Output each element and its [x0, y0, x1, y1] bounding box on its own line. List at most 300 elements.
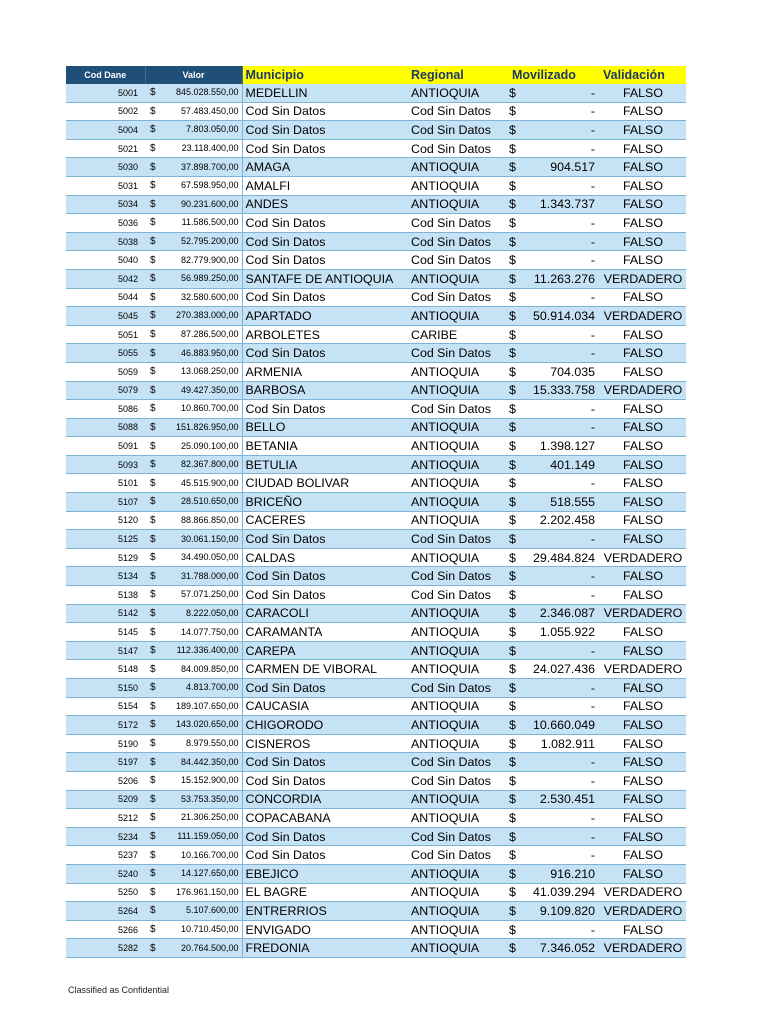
cell-regional[interactable]: Cod Sin Datos	[408, 232, 509, 251]
cell-cod-dane[interactable]: 5237	[66, 846, 145, 865]
cell-municipio[interactable]: FREDONIA	[242, 939, 408, 958]
cell-valor[interactable]	[145, 716, 242, 735]
cell-movilizado[interactable]	[509, 511, 600, 530]
cell-movilizado[interactable]	[509, 437, 600, 456]
cell-movilizado[interactable]	[509, 939, 600, 958]
cell-valor[interactable]	[145, 679, 242, 698]
cell-valor[interactable]	[145, 641, 242, 660]
cell-movilizado[interactable]	[509, 902, 600, 921]
cell-regional[interactable]: ANTIOQUIA	[408, 362, 509, 381]
cell-municipio[interactable]: COPACABANA	[242, 809, 408, 828]
cell-valor[interactable]	[145, 381, 242, 400]
cell-municipio[interactable]: CIUDAD BOLIVAR	[242, 474, 408, 493]
cell-regional[interactable]: ANTIOQUIA	[408, 158, 509, 177]
cell-validacion[interactable]: FALSO	[600, 809, 686, 828]
cell-regional[interactable]: CARIBE	[408, 325, 509, 344]
cell-regional[interactable]: ANTIOQUIA	[408, 493, 509, 512]
cell-validacion[interactable]: FALSO	[600, 344, 686, 363]
cell-municipio[interactable]: Cod Sin Datos	[242, 102, 408, 121]
cell-validacion[interactable]: VERDADERO	[600, 269, 686, 288]
cell-validacion[interactable]: FALSO	[600, 567, 686, 586]
cell-movilizado[interactable]	[509, 214, 600, 233]
cell-regional[interactable]: ANTIOQUIA	[408, 84, 509, 102]
cell-regional[interactable]: Cod Sin Datos	[408, 214, 509, 233]
cell-municipio[interactable]: Cod Sin Datos	[242, 400, 408, 419]
cell-valor[interactable]	[145, 195, 242, 214]
cell-movilizado[interactable]	[509, 362, 600, 381]
cell-validacion[interactable]: FALSO	[600, 437, 686, 456]
cell-cod-dane[interactable]: 5240	[66, 864, 145, 883]
cell-movilizado[interactable]	[509, 734, 600, 753]
cell-municipio[interactable]: Cod Sin Datos	[242, 586, 408, 605]
cell-cod-dane[interactable]: 5282	[66, 939, 145, 958]
cell-movilizado[interactable]	[509, 455, 600, 474]
cell-valor[interactable]	[145, 697, 242, 716]
cell-municipio[interactable]: AMAGA	[242, 158, 408, 177]
cell-regional[interactable]: Cod Sin Datos	[408, 400, 509, 419]
cell-validacion[interactable]: FALSO	[600, 846, 686, 865]
cell-validacion[interactable]: FALSO	[600, 121, 686, 140]
cell-cod-dane[interactable]: 5001	[66, 84, 145, 102]
cell-validacion[interactable]: FALSO	[600, 455, 686, 474]
cell-validacion[interactable]: FALSO	[600, 418, 686, 437]
currency-symbol: $	[509, 532, 516, 547]
cell-movilizado[interactable]	[509, 883, 600, 902]
cell-municipio[interactable]: BETULIA	[242, 455, 408, 474]
currency-symbol: $	[150, 514, 156, 526]
cell-regional[interactable]: ANTIOQUIA	[408, 641, 509, 660]
cell-municipio[interactable]: Cod Sin Datos	[242, 679, 408, 698]
cell-valor[interactable]	[145, 121, 242, 140]
cell-validacion[interactable]: VERDADERO	[600, 939, 686, 958]
cell-municipio[interactable]: EL BAGRE	[242, 883, 408, 902]
cell-regional[interactable]: ANTIOQUIA	[408, 809, 509, 828]
cell-movilizado[interactable]	[509, 716, 600, 735]
cell-municipio[interactable]: Cod Sin Datos	[242, 846, 408, 865]
cell-cod-dane[interactable]: 5264	[66, 902, 145, 921]
cell-movilizado[interactable]	[509, 809, 600, 828]
cell-valor[interactable]	[145, 753, 242, 772]
movilizado-amount: -	[590, 476, 595, 491]
cell-valor[interactable]	[145, 511, 242, 530]
cell-regional[interactable]: Cod Sin Datos	[408, 139, 509, 158]
cell-municipio[interactable]: AMALFI	[242, 176, 408, 195]
cell-movilizado[interactable]	[509, 623, 600, 642]
cell-movilizado[interactable]	[509, 641, 600, 660]
cell-municipio[interactable]: BRICEÑO	[242, 493, 408, 512]
cell-cod-dane[interactable]: 5129	[66, 548, 145, 567]
cell-cod-dane[interactable]: 5212	[66, 809, 145, 828]
cell-regional[interactable]: ANTIOQUIA	[408, 548, 509, 567]
cell-validacion[interactable]: FALSO	[600, 362, 686, 381]
cell-movilizado[interactable]	[509, 269, 600, 288]
header-movilizado[interactable]: Movilizado	[509, 66, 600, 84]
cell-regional[interactable]: ANTIOQUIA	[408, 716, 509, 735]
currency-symbol: $	[150, 124, 156, 136]
cell-movilizado[interactable]	[509, 176, 600, 195]
cell-movilizado[interactable]	[509, 307, 600, 326]
cell-validacion[interactable]: FALSO	[600, 827, 686, 846]
cell-municipio[interactable]: EBEJICO	[242, 864, 408, 883]
cell-regional[interactable]: Cod Sin Datos	[408, 102, 509, 121]
cell-cod-dane[interactable]: 5021	[66, 139, 145, 158]
table-row	[66, 325, 686, 344]
cell-validacion[interactable]: VERDADERO	[600, 660, 686, 679]
cell-municipio[interactable]: CHIGORODO	[242, 716, 408, 735]
cell-regional[interactable]: ANTIOQUIA	[408, 437, 509, 456]
cell-municipio[interactable]: APARTADO	[242, 307, 408, 326]
cell-validacion[interactable]: FALSO	[600, 251, 686, 270]
cell-municipio[interactable]: ENVIGADO	[242, 920, 408, 939]
cell-cod-dane[interactable]: 5004	[66, 121, 145, 140]
cell-valor[interactable]	[145, 493, 242, 512]
cell-municipio[interactable]: Cod Sin Datos	[242, 232, 408, 251]
cell-movilizado[interactable]	[509, 251, 600, 270]
cell-valor[interactable]	[145, 418, 242, 437]
cell-regional[interactable]: Cod Sin Datos	[408, 827, 509, 846]
cell-validacion[interactable]: FALSO	[600, 474, 686, 493]
cell-cod-dane[interactable]: 5209	[66, 790, 145, 809]
cell-municipio[interactable]: Cod Sin Datos	[242, 121, 408, 140]
cell-cod-dane[interactable]: 5120	[66, 511, 145, 530]
cell-validacion[interactable]: FALSO	[600, 102, 686, 121]
cell-municipio[interactable]: CAREPA	[242, 641, 408, 660]
cell-municipio[interactable]: ENTRERRIOS	[242, 902, 408, 921]
cell-municipio[interactable]: ANDES	[242, 195, 408, 214]
cell-municipio[interactable]: BETANIA	[242, 437, 408, 456]
cell-cod-dane[interactable]: 5044	[66, 288, 145, 307]
cell-validacion[interactable]: FALSO	[600, 679, 686, 698]
cell-movilizado[interactable]	[509, 586, 600, 605]
cell-valor[interactable]	[145, 455, 242, 474]
cell-cod-dane[interactable]: 5148	[66, 660, 145, 679]
cell-municipio[interactable]: CISNEROS	[242, 734, 408, 753]
cell-cod-dane[interactable]: 5145	[66, 623, 145, 642]
header-regional[interactable]: Regional	[408, 66, 509, 84]
cell-valor[interactable]	[145, 437, 242, 456]
cell-regional[interactable]: ANTIOQUIA	[408, 455, 509, 474]
cell-validacion[interactable]: FALSO	[600, 214, 686, 233]
cell-municipio[interactable]: BARBOSA	[242, 381, 408, 400]
cell-validacion[interactable]: FALSO	[600, 195, 686, 214]
currency-symbol: $	[150, 459, 156, 471]
cell-valor[interactable]	[145, 734, 242, 753]
cell-movilizado[interactable]	[509, 827, 600, 846]
cell-regional[interactable]: ANTIOQUIA	[408, 920, 509, 939]
cell-regional[interactable]: ANTIOQUIA	[408, 623, 509, 642]
cell-municipio[interactable]: CALDAS	[242, 548, 408, 567]
cell-movilizado[interactable]	[509, 158, 600, 177]
cell-valor[interactable]	[145, 623, 242, 642]
cell-regional[interactable]: Cod Sin Datos	[408, 771, 509, 790]
cell-valor[interactable]	[145, 864, 242, 883]
cell-valor[interactable]	[145, 269, 242, 288]
cell-movilizado[interactable]	[509, 604, 600, 623]
cell-valor[interactable]	[145, 232, 242, 251]
cell-valor[interactable]	[145, 400, 242, 419]
cell-movilizado[interactable]	[509, 474, 600, 493]
cell-movilizado[interactable]	[509, 567, 600, 586]
cell-valor[interactable]	[145, 604, 242, 623]
cell-validacion[interactable]: FALSO	[600, 864, 686, 883]
cell-cod-dane[interactable]: 5059	[66, 362, 145, 381]
cell-municipio[interactable]: ARBOLETES	[242, 325, 408, 344]
cell-regional[interactable]: ANTIOQUIA	[408, 660, 509, 679]
table-row	[66, 883, 686, 902]
cell-regional[interactable]: ANTIOQUIA	[408, 604, 509, 623]
valor-amount: 82.367.800,00	[180, 459, 239, 470]
cell-cod-dane[interactable]: 5038	[66, 232, 145, 251]
cell-regional[interactable]: ANTIOQUIA	[408, 864, 509, 883]
valor-amount: 53.753.350,00	[180, 793, 239, 804]
cell-regional[interactable]: Cod Sin Datos	[408, 679, 509, 698]
cell-movilizado[interactable]	[509, 493, 600, 512]
cell-municipio[interactable]: Cod Sin Datos	[242, 530, 408, 549]
cell-movilizado[interactable]	[509, 139, 600, 158]
cell-regional[interactable]: ANTIOQUIA	[408, 307, 509, 326]
cell-valor[interactable]	[145, 176, 242, 195]
cell-cod-dane[interactable]: 5250	[66, 883, 145, 902]
cell-movilizado[interactable]	[509, 660, 600, 679]
cell-cod-dane[interactable]: 5031	[66, 176, 145, 195]
cell-regional[interactable]: ANTIOQUIA	[408, 511, 509, 530]
cell-validacion[interactable]: FALSO	[600, 586, 686, 605]
cell-valor[interactable]	[145, 548, 242, 567]
cell-regional[interactable]: Cod Sin Datos	[408, 288, 509, 307]
cell-valor[interactable]	[145, 660, 242, 679]
table-row	[66, 753, 686, 772]
cell-cod-dane[interactable]: 5045	[66, 307, 145, 326]
cell-valor[interactable]	[145, 158, 242, 177]
cell-regional[interactable]: ANTIOQUIA	[408, 269, 509, 288]
cell-movilizado[interactable]	[509, 697, 600, 716]
cell-municipio[interactable]: Cod Sin Datos	[242, 827, 408, 846]
cell-validacion[interactable]: FALSO	[600, 84, 686, 102]
cell-cod-dane[interactable]: 5147	[66, 641, 145, 660]
cell-movilizado[interactable]	[509, 325, 600, 344]
cell-cod-dane[interactable]: 5266	[66, 920, 145, 939]
currency-symbol: $	[509, 439, 516, 454]
cell-validacion[interactable]: FALSO	[600, 400, 686, 419]
header-municipio[interactable]: Municipio	[242, 66, 408, 84]
cell-cod-dane[interactable]: 5086	[66, 400, 145, 419]
cell-cod-dane[interactable]: 5051	[66, 325, 145, 344]
cell-validacion[interactable]: FALSO	[600, 790, 686, 809]
cell-cod-dane[interactable]: 5055	[66, 344, 145, 363]
cell-movilizado[interactable]	[509, 400, 600, 419]
cell-validacion[interactable]: FALSO	[600, 288, 686, 307]
cell-valor[interactable]	[145, 307, 242, 326]
cell-municipio[interactable]: Cod Sin Datos	[242, 344, 408, 363]
cell-cod-dane[interactable]: 5036	[66, 214, 145, 233]
cell-regional[interactable]: ANTIOQUIA	[408, 939, 509, 958]
cell-validacion[interactable]: FALSO	[600, 641, 686, 660]
cell-valor[interactable]	[145, 567, 242, 586]
cell-valor[interactable]	[145, 771, 242, 790]
cell-cod-dane[interactable]: 5190	[66, 734, 145, 753]
cell-validacion[interactable]: FALSO	[600, 511, 686, 530]
cell-municipio[interactable]: CARACOLI	[242, 604, 408, 623]
cell-valor[interactable]	[145, 474, 242, 493]
cell-regional[interactable]: Cod Sin Datos	[408, 251, 509, 270]
cell-cod-dane[interactable]: 5079	[66, 381, 145, 400]
cell-validacion[interactable]: FALSO	[600, 139, 686, 158]
cell-validacion[interactable]: FALSO	[600, 176, 686, 195]
cell-regional[interactable]: Cod Sin Datos	[408, 121, 509, 140]
cell-municipio[interactable]: CACERES	[242, 511, 408, 530]
cell-cod-dane[interactable]: 5107	[66, 493, 145, 512]
cell-validacion[interactable]: FALSO	[600, 716, 686, 735]
header-cod-dane[interactable]: Cod Dane	[66, 66, 145, 84]
cell-valor[interactable]	[145, 883, 242, 902]
cell-municipio[interactable]: Cod Sin Datos	[242, 288, 408, 307]
cell-cod-dane[interactable]: 5040	[66, 251, 145, 270]
cell-regional[interactable]: ANTIOQUIA	[408, 176, 509, 195]
cell-validacion[interactable]: FALSO	[600, 753, 686, 772]
cell-movilizado[interactable]	[509, 381, 600, 400]
cell-validacion[interactable]: VERDADERO	[600, 883, 686, 902]
cell-regional[interactable]: ANTIOQUIA	[408, 734, 509, 753]
cell-municipio[interactable]: Cod Sin Datos	[242, 139, 408, 158]
cell-movilizado[interactable]	[509, 846, 600, 865]
cell-movilizado[interactable]	[509, 920, 600, 939]
cell-movilizado[interactable]	[509, 102, 600, 121]
cell-cod-dane[interactable]: 5101	[66, 474, 145, 493]
cell-movilizado[interactable]	[509, 753, 600, 772]
cell-movilizado[interactable]	[509, 548, 600, 567]
cell-regional[interactable]: Cod Sin Datos	[408, 344, 509, 363]
cell-validacion[interactable]: FALSO	[600, 493, 686, 512]
header-validacion[interactable]: Validación	[600, 66, 686, 84]
cell-validacion[interactable]: FALSO	[600, 325, 686, 344]
cell-movilizado[interactable]	[509, 530, 600, 549]
cell-cod-dane[interactable]: 5134	[66, 567, 145, 586]
cell-movilizado[interactable]	[509, 790, 600, 809]
cell-validacion[interactable]: VERDADERO	[600, 307, 686, 326]
cell-valor[interactable]	[145, 344, 242, 363]
cell-validacion[interactable]: FALSO	[600, 697, 686, 716]
cell-cod-dane[interactable]: 5125	[66, 530, 145, 549]
cell-validacion[interactable]: FALSO	[600, 771, 686, 790]
cell-cod-dane[interactable]: 5030	[66, 158, 145, 177]
cell-valor[interactable]	[145, 325, 242, 344]
cell-validacion[interactable]: VERDADERO	[600, 902, 686, 921]
cell-municipio[interactable]: Cod Sin Datos	[242, 567, 408, 586]
cell-valor[interactable]	[145, 139, 242, 158]
cell-valor[interactable]	[145, 920, 242, 939]
cell-regional[interactable]: Cod Sin Datos	[408, 567, 509, 586]
cell-valor[interactable]	[145, 827, 242, 846]
cell-movilizado[interactable]	[509, 121, 600, 140]
cell-cod-dane[interactable]: 5002	[66, 102, 145, 121]
cell-municipio[interactable]: CAUCASIA	[242, 697, 408, 716]
currency-symbol: $	[150, 924, 156, 936]
cell-cod-dane[interactable]: 5088	[66, 418, 145, 437]
cell-validacion[interactable]: FALSO	[600, 734, 686, 753]
cell-valor[interactable]	[145, 902, 242, 921]
cell-valor[interactable]	[145, 809, 242, 828]
cell-validacion[interactable]: VERDADERO	[600, 548, 686, 567]
cell-cod-dane[interactable]: 5142	[66, 604, 145, 623]
cell-valor[interactable]	[145, 84, 242, 102]
cell-valor[interactable]	[145, 939, 242, 958]
cell-cod-dane[interactable]: 5154	[66, 697, 145, 716]
cell-validacion[interactable]: FALSO	[600, 623, 686, 642]
cell-valor[interactable]	[145, 102, 242, 121]
cell-valor[interactable]	[145, 790, 242, 809]
cell-municipio[interactable]: MEDELLIN	[242, 84, 408, 102]
cell-cod-dane[interactable]: 5197	[66, 753, 145, 772]
cell-municipio[interactable]: SANTAFE DE ANTIOQUIA	[242, 269, 408, 288]
cell-municipio[interactable]: Cod Sin Datos	[242, 753, 408, 772]
cell-regional[interactable]: ANTIOQUIA	[408, 195, 509, 214]
cell-valor[interactable]	[145, 214, 242, 233]
cell-validacion[interactable]: FALSO	[600, 158, 686, 177]
cell-valor[interactable]	[145, 251, 242, 270]
cell-municipio[interactable]: CARMEN DE VIBORAL	[242, 660, 408, 679]
cell-municipio[interactable]: Cod Sin Datos	[242, 771, 408, 790]
cell-valor[interactable]	[145, 586, 242, 605]
cell-cod-dane[interactable]: 5042	[66, 269, 145, 288]
cell-cod-dane[interactable]: 5206	[66, 771, 145, 790]
cell-movilizado[interactable]	[509, 418, 600, 437]
header-valor[interactable]: Valor	[145, 66, 242, 84]
cell-regional[interactable]: ANTIOQUIA	[408, 474, 509, 493]
cell-movilizado[interactable]	[509, 771, 600, 790]
cell-valor[interactable]	[145, 846, 242, 865]
cell-movilizado[interactable]	[509, 232, 600, 251]
cell-regional[interactable]: ANTIOQUIA	[408, 381, 509, 400]
cell-validacion[interactable]: VERDADERO	[600, 604, 686, 623]
cell-validacion[interactable]: FALSO	[600, 530, 686, 549]
cell-regional[interactable]: Cod Sin Datos	[408, 530, 509, 549]
cell-valor[interactable]	[145, 362, 242, 381]
cell-cod-dane[interactable]: 5138	[66, 586, 145, 605]
cell-valor[interactable]	[145, 288, 242, 307]
cell-cod-dane[interactable]: 5234	[66, 827, 145, 846]
cell-municipio[interactable]: BELLO	[242, 418, 408, 437]
cell-cod-dane[interactable]: 5093	[66, 455, 145, 474]
cell-municipio[interactable]: ARMENIA	[242, 362, 408, 381]
cell-validacion[interactable]: VERDADERO	[600, 381, 686, 400]
cell-municipio[interactable]: CONCORDIA	[242, 790, 408, 809]
cell-municipio[interactable]: CARAMANTA	[242, 623, 408, 642]
cell-regional[interactable]: Cod Sin Datos	[408, 586, 509, 605]
cell-movilizado[interactable]	[509, 679, 600, 698]
cell-regional[interactable]: ANTIOQUIA	[408, 790, 509, 809]
cell-regional[interactable]: ANTIOQUIA	[408, 697, 509, 716]
cell-regional[interactable]: Cod Sin Datos	[408, 753, 509, 772]
cell-municipio[interactable]: Cod Sin Datos	[242, 251, 408, 270]
cell-movilizado[interactable]	[509, 288, 600, 307]
cell-movilizado[interactable]	[509, 84, 600, 102]
cell-regional[interactable]: ANTIOQUIA	[408, 883, 509, 902]
cell-cod-dane[interactable]: 5034	[66, 195, 145, 214]
cell-cod-dane[interactable]: 5091	[66, 437, 145, 456]
cell-valor[interactable]	[145, 530, 242, 549]
cell-cod-dane[interactable]: 5150	[66, 679, 145, 698]
cell-validacion[interactable]: FALSO	[600, 232, 686, 251]
cell-validacion[interactable]: FALSO	[600, 920, 686, 939]
cell-municipio[interactable]: Cod Sin Datos	[242, 214, 408, 233]
cell-movilizado[interactable]	[509, 344, 600, 363]
cell-regional[interactable]: Cod Sin Datos	[408, 846, 509, 865]
cell-regional[interactable]: ANTIOQUIA	[408, 418, 509, 437]
cell-movilizado[interactable]	[509, 195, 600, 214]
cell-movilizado[interactable]	[509, 864, 600, 883]
cell-regional[interactable]: ANTIOQUIA	[408, 902, 509, 921]
cell-cod-dane[interactable]: 5172	[66, 716, 145, 735]
